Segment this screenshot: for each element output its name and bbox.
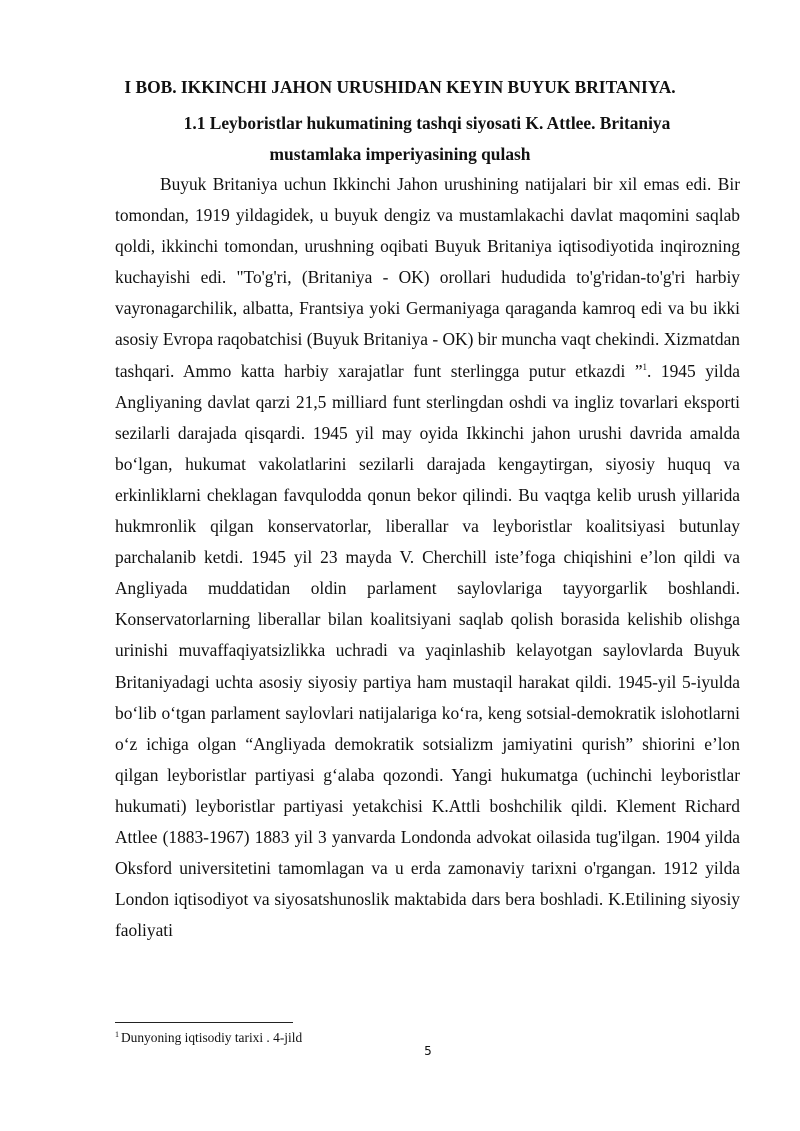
footnote-separator [115,1022,293,1023]
chapter-title: I BOB. IKKINCHI JAHON URUSHIDAN KEYIN BUYUK BRITANIYA. [124,77,676,97]
page-number: 5 [424,1044,432,1058]
section-title [60,108,740,170]
footnote-number: 1 [115,1030,119,1039]
footnote-text: Dunyoning iqtisodiy tarixi . 4-jild [121,1030,303,1045]
section-title-line-1: 1.1 Leyboristlar hukumatining tashqi siyosati K. Attlee. Britaniya [183,113,671,133]
body-paragraph-part-1: Buyuk Britaniya uchun Ikkinchi Jahon urushining natijalari bir xil emas edi. Bir tomondan, 1919 yildagidek, u buyuk dengiz va mustamlakachi davlat maqomini saqlab qoldi, ikkinchi tomondan, urushning oqibati Buyuk Britaniya iqtisodiyotida inqirozning kuchayishi edi. "To'g'ri, (Britaniya - OK) orollari hududida to'g'ridan-to'g'ri harbiy vayronagarchilik, albatta, Frantsiya yoki Germaniyaga qaraganda kamroq edi va bu ikki asosiy Evropa raqobatchisi (Buyuk Britaniya - OK) bir muncha vaqt chekindi. Xizmatdan tashqari. Ammo katta harbiy xarajatlar funt sterlingga putur etkazdi ” [115,174,740,381]
section-title-line-2: mustamlaka imperiyasining qulash [269,144,531,164]
body-paragraph [115,169,740,946]
body-paragraph-part-2: . 1945 yilda Angliyaning davlat qarzi 21,5 milliard funt sterlingdan oshdi va ingliz tovarlari eksporti sezilarli darajada qisqardi. 1945 yil may oyida Ikkinchi jahon urushi davrida amalda bo‘lgan, hukumat vakolatlarini sezilarli darajada kengaytirgan, siyosiy huquq va erkinliklarni cheklagan favqulodda qonun bekor qilindi. Bu vaqtga kelib urush yillarida hukmronlik qilgan konservatorlar, liberallar va leyboristlar koalitsiyasi butunlay parchalanib ketdi. 1945 yil 23 mayda V. Cherchill iste’foga chiqishini e’lon qildi va Angliyada muddatidan oldin parlament saylovlariga tayyorgarlik boshlandi. Konservatorlarning liberallar bilan koalitsiyani saqlab qolish borasida kelishib olishga urinishi muvaffaqiyatsizlikka uchradi va yaqinlashib kelayotgan saylovlarda Buyuk Britaniyadagi uchta asosiy siyosiy partiya ham mustaqil harakat qildi. 1945-yil 5-iyulda bo‘lib o‘tgan parlament saylovlari natijalariga ko‘ra, keng sotsial-demokratik islohotlarni o‘z ichiga olgan “Angliyada demokratik sotsializm jamiyatini qurish” shiorini e’lon qilgan leyboristlar partiyasi g‘alaba qozondi. Yangi hukumatga (uchinchi leyboristlar hukumati) leyboristlar partiyasi yetakchisi K.Attli boshchilik qildi. Klement Richard Attlee (1883-1967) 1883 yil 3 yanvarda Londonda advokat oilasida tug'ilgan. 1904 yilda Oksford universitetini tamomlagan va u erda zamonaviy tarixni o'rgangan. 1912 yilda London iqtisodiyot va siyosatshunoslik maktabida dars bera boshladi. K.Etilining siyosiy faoliyati [115,360,740,941]
footnote-reference[interactable]: 1 [642,361,648,372]
